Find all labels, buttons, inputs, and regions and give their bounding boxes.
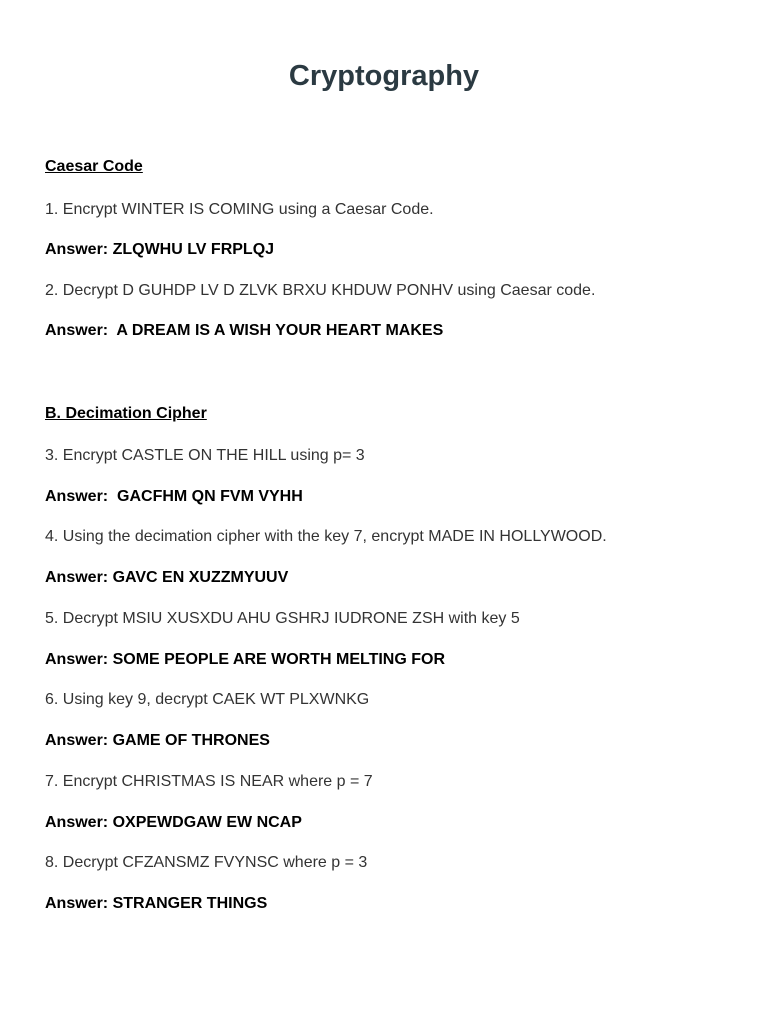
question-4: 4. Using the decimation cipher with the key 7, encrypt MADE IN HOLLYWOOD.: [45, 528, 607, 545]
answer-value: SOME PEOPLE ARE WORTH MELTING FOR: [108, 651, 446, 668]
answer-label: Answer:: [45, 895, 109, 912]
section-heading-decimation-cipher: B. Decimation Cipher: [45, 405, 207, 422]
answer-3: [45, 487, 303, 507]
answer-value: STRANGER THINGS: [108, 895, 268, 912]
answer-label: Answer:: [45, 322, 109, 339]
answer-2: [45, 321, 443, 341]
answer-4: [45, 568, 288, 588]
answer-value: ZLQWHU LV FRPLQJ: [108, 241, 275, 258]
question-2: 2. Decrypt D GUHDP LV D ZLVK BRXU KHDUW PONHV using Caesar code.: [45, 282, 596, 299]
answer-label: Answer:: [45, 814, 109, 831]
question-6: 6. Using key 9, decrypt CAEK WT PLXWNKG: [45, 691, 370, 708]
answer-value: OXPEWDGAW EW NCAP: [108, 814, 302, 831]
answer-label: Answer:: [45, 732, 109, 749]
question-7: 7. Encrypt CHRISTMAS IS NEAR where p = 7: [45, 773, 373, 790]
answer-value: A DREAM IS A WISH YOUR HEART MAKES: [108, 322, 444, 339]
answer-8: [45, 894, 267, 914]
question-8: 8. Decrypt CFZANSMZ FVYNSC where p = 3: [45, 854, 368, 871]
answer-label: Answer:: [45, 488, 109, 505]
answer-label: Answer:: [45, 241, 109, 258]
answer-6: [45, 731, 270, 751]
answer-label: Answer:: [45, 651, 109, 668]
answer-1: [45, 240, 274, 260]
answer-value: GACFHM QN FVM VYHH: [108, 488, 303, 505]
section-heading-caesar-code: Caesar Code: [45, 158, 143, 175]
question-5: 5. Decrypt MSIU XUSXDU AHU GSHRJ IUDRONE ZSH with key 5: [45, 610, 520, 627]
page-title: Cryptography: [288, 60, 480, 92]
answer-label: Answer:: [45, 569, 109, 586]
answer-value: GAME OF THRONES: [108, 732, 270, 749]
question-3: 3. Encrypt CASTLE ON THE HILL using p= 3: [45, 447, 365, 464]
answer-7: [45, 813, 302, 833]
question-1: 1. Encrypt WINTER IS COMING using a Caesar Code.: [45, 201, 434, 218]
answer-5: [45, 650, 445, 670]
answer-value: GAVC EN XUZZMYUUV: [108, 569, 289, 586]
